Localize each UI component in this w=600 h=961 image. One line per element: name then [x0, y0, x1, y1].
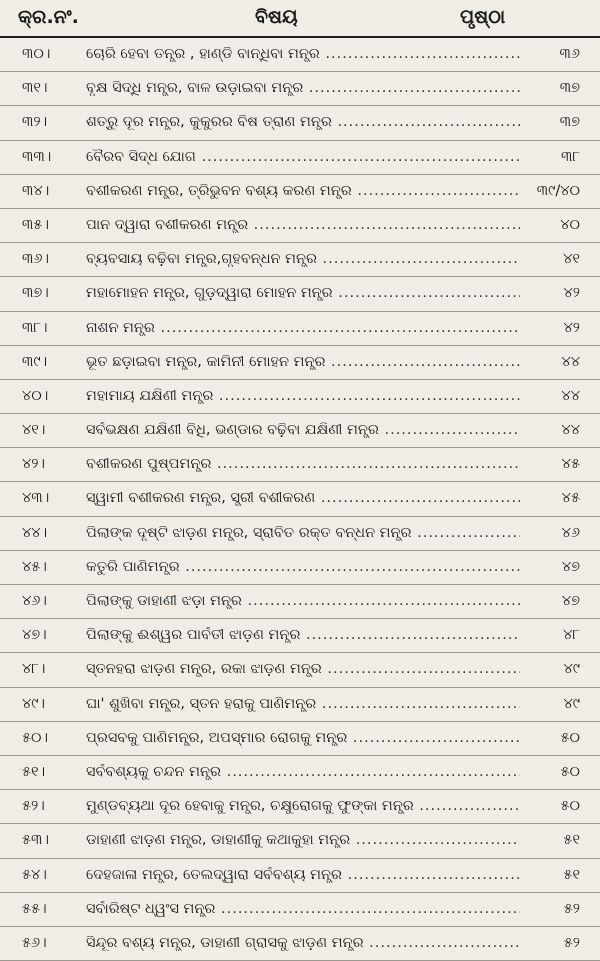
entry-number: ୪୧। [22, 422, 46, 439]
entry-number: ୫୪। [22, 866, 47, 883]
entry-title: ଡାହାଣୀ ଝାଡ଼ଣ ମନ୍ତ୍ର, ଡାହାଣୀକୁ କଥାକୁହା ମନ୍ତ୍ର ..... [86, 832, 520, 848]
entry-page: ୪୪ [561, 387, 580, 404]
contents-list [0, 38, 600, 961]
entry-number: ୫୧। [22, 763, 46, 780]
entry-title: ପିଲାଙ୍କୁ ଈଶ୍ୱର ପାର୍ବତୀ ଝାଡ଼ଣ ମନ୍ତ୍ର ..... [86, 627, 520, 643]
table-row [0, 414, 600, 448]
entry-page: ୪୨ [563, 319, 580, 336]
entry-number: ୪୯। [22, 695, 46, 712]
entry-title: ବ୍ୟବସାୟ ବଢ଼ିବା ମନ୍ତ୍ର,ଗୃହବନ୍ଧନ ମନ୍ତ୍ର ..... [86, 251, 520, 267]
entry-number: ୩୬। [22, 251, 50, 268]
entry-number: ୪୦। [22, 387, 49, 404]
entry-page: ୫୧ [563, 832, 580, 849]
entry-title: ପିଲାଙ୍କ ଦୃଷ୍ଟି ଝାଡ଼ଣ ମନ୍ତ୍ର, ସ୍ରାବିତ ରକ୍ତ ବନ୍ଧନ ମନ୍ତ୍ର ..... [86, 525, 520, 541]
entry-page: ୩୮ [561, 148, 580, 165]
table-row [0, 277, 600, 311]
entry-title: ପ୍ରସବକୁ ପାଣିମନ୍ତ୍ର, ଅପସ୍ମାର ରୋଗକୁ ମନ୍ତ୍ର ..... [86, 730, 520, 746]
entry-title: ବଶୀକରଣ ପୁଷ୍ପମନ୍ତ୍ର ..... [86, 456, 520, 472]
table-row [0, 893, 600, 927]
table-row [0, 106, 600, 140]
entry-title: ସର୍ବବଶ୍ୟକୁ ଚନ୍ଦନ ମନ୍ତ୍ର ..... [86, 764, 520, 780]
table-row [0, 175, 600, 209]
table-row [0, 688, 600, 722]
entry-number: ୪୩। [22, 490, 50, 507]
entry-title: ଦେହଜାଳା ମନ୍ତ୍ର, ତେଲଦ୍ୱାରା ସର୍ବବଶ୍ୟ ମନ୍ତ୍ର ..... [86, 867, 520, 883]
entry-number: ୫୬। [22, 934, 47, 951]
entry-page: ୪୮ [563, 627, 580, 644]
entry-page: ୪୯ [563, 661, 580, 678]
table-row [0, 824, 600, 858]
entry-page: ୪୭ [561, 593, 580, 609]
table-row [0, 380, 600, 414]
table-row [0, 312, 600, 346]
table-row [0, 141, 600, 175]
entry-number: ୪୪। [22, 524, 48, 541]
entry-title: କତୁରି ପାଣିମନ୍ତ୍ର ..... [86, 559, 520, 575]
entry-title: ବଶୀକରଣ ମନ୍ତ୍ର, ତ୍ରିଭୁବନ ବଶ୍ୟ କରଣ ମନ୍ତ୍ର ..... [86, 183, 520, 199]
table-row [0, 482, 600, 516]
entry-page: ୩୭ [559, 80, 580, 97]
entry-number: ୪୭। [22, 627, 47, 644]
entry-title: ବୈରବ ସିଦ୍ଧ ଯୋଗ ..... [86, 149, 520, 165]
table-row [0, 38, 600, 72]
entry-title: ସ୍ତନହରା ଝାଡ଼ଣ ମନ୍ତ୍ର, ରକା ଝାଡ଼ଣ ମନ୍ତ୍ର ..... [86, 661, 520, 677]
entry-title: ବୃକ୍ଷ ସିଦ୍ଧି ମନ୍ତ୍ର, ବାଳ ଉଡ଼ାଇବା ମନ୍ତ୍ର ..... [86, 80, 520, 96]
table-row [0, 346, 600, 380]
table-row [0, 448, 600, 482]
entry-title: ସିନ୍ଦୂର ବଶ୍ୟ ମନ୍ତ୍ର, ଡାହାଣୀ ଗ୍ରାସକୁ ଝାଡ଼ଣ ମନ୍ତ୍ର ..... [86, 935, 520, 951]
entry-number: ୩୦। [22, 46, 51, 62]
entry-number: ୫୨। [22, 798, 45, 815]
entry-page: ୪୭ [561, 558, 580, 575]
entry-page: ୩୭ [559, 114, 580, 131]
entry-title: ମୁଣ୍ଡବ୍ୟଥା ଦୂର ହେବାକୁ ମନ୍ତ୍ର, ଚକ୍ଷୁରୋଗକୁ ଫୁଙ୍କା ମନ୍ତ୍ର ..... [86, 798, 520, 814]
entry-number: ୪୮। [22, 661, 46, 678]
entry-number: ୪୨। [22, 456, 46, 473]
entry-title: ଘା' ଶୁଖିବା ମନ୍ତ୍ର, ସ୍ତନ ହରାକୁ ପାଣିମନ୍ତ୍ର ..... [86, 696, 520, 712]
entry-title: ପାନ ଦ୍ୱାରା ବଶୀକରଣ ମନ୍ତ୍ର ..... [86, 217, 520, 233]
entry-title: ଚୋରି ହେବା ତନ୍ତ୍ର , ହାଣ୍ଡି ବାନ୍ଧିବା ମନ୍ତ୍ର ..... [86, 46, 520, 62]
header-subject: ବିଷୟ [255, 6, 298, 28]
entry-page: ୪୦ [560, 216, 580, 233]
header-number: କ୍ର.ନଂ. [18, 6, 79, 28]
entry-title: ଭୂତ ଛଡ଼ାଇବା ମନ୍ତ୍ର, କାମିନୀ ମୋହନ ମନ୍ତ୍ର ..... [86, 354, 520, 370]
entry-page: ୪୨ [563, 285, 580, 302]
table-row [0, 722, 600, 756]
entry-page: ୪୬ [561, 524, 580, 541]
table-row [0, 551, 600, 585]
entry-title: ପିଲାଙ୍କୁ ଡାହାଣୀ ଝଡ଼ା ମନ୍ତ୍ର ..... [86, 593, 520, 609]
table-row [0, 756, 600, 790]
entry-title: ସ୍ୱାମୀ ବଶୀକରଣ ମନ୍ତ୍ର, ସ୍ତ୍ରୀ ବଶୀକରଣ ..... [86, 490, 520, 506]
entry-number: ୩୫। [22, 216, 49, 233]
table-row [0, 790, 600, 824]
entry-page: ୪୧ [563, 251, 580, 268]
entry-title: ମହାମାୟ ଯକ୍ଷିଣୀ ମନ୍ତ୍ର ..... [86, 388, 520, 404]
entry-page: ୪୪ [561, 353, 580, 370]
table-row [0, 859, 600, 893]
entry-page: ୫୦ [560, 729, 580, 746]
table-row [0, 243, 600, 277]
entry-title: ମହାମୋହନ ମନ୍ତ୍ର, ଗୁଡ଼ଦ୍ୱାରା ମୋହନ ମନ୍ତ୍ର ..... [86, 285, 520, 301]
table-row [0, 72, 600, 106]
entry-number: ୩୪। [22, 182, 50, 199]
header-page: ପୃଷ୍ଠା [460, 6, 506, 28]
entry-page: ୫୦ [560, 798, 580, 815]
entry-page: ୪୫ [561, 456, 580, 473]
entry-page: ୫୨ [563, 900, 580, 917]
table-row [0, 517, 600, 551]
entry-page: ୩୯/୪୦ [536, 182, 580, 199]
entry-page: ୪୪ [561, 422, 580, 439]
entry-number: ୩୨। [22, 114, 48, 131]
table-header [0, 0, 600, 38]
entry-page: ୪୯ [563, 695, 580, 712]
entry-number: ୩୯। [22, 353, 48, 370]
table-row [0, 927, 600, 961]
entry-number: ୩୮। [22, 319, 48, 336]
entry-page: ୩୬ [559, 46, 580, 62]
table-row [0, 653, 600, 687]
entry-title: ସର୍ବଭକ୍ଷଣ ଯକ୍ଷିଣୀ ବିଧି, ଭଣ୍ଡାର ବଢ଼ିବା ଯକ୍ଷିଣୀ ମନ୍ତ୍ର ..... [86, 422, 520, 438]
entry-number: ୩୭। [22, 285, 49, 302]
entry-page: ୪୫ [561, 490, 580, 507]
table-row [0, 585, 600, 619]
entry-number: ୫୩। [22, 832, 49, 849]
entry-title: ସର୍ବାରିଷ୍ଟ ଧ୍ୱଂସ ମନ୍ତ୍ର ..... [86, 901, 520, 917]
entry-page: ୫୦ [560, 763, 580, 780]
entry-number: ୫୫। [22, 900, 47, 917]
table-row [0, 209, 600, 243]
entry-number: ୩୩। [22, 148, 52, 165]
entry-title: ଶତ୍ରୁ ଦୂର ମନ୍ତ୍ର, କୁକୁରର ବିଷ ତ୍ରାଣ ମନ୍ତ୍ର ..... [86, 114, 520, 130]
entry-number: ୪୫। [22, 558, 47, 575]
entry-number: ୪୬। [22, 593, 47, 609]
table-row [0, 619, 600, 653]
entry-number: ୩୧। [22, 80, 48, 97]
entry-page: ୫୧ [563, 866, 580, 883]
entry-number: ୫୦। [22, 729, 49, 746]
entry-page: ୫୨ [563, 934, 580, 951]
entry-title: ନାଶନ ମନ୍ତ୍ର ..... [86, 320, 520, 336]
